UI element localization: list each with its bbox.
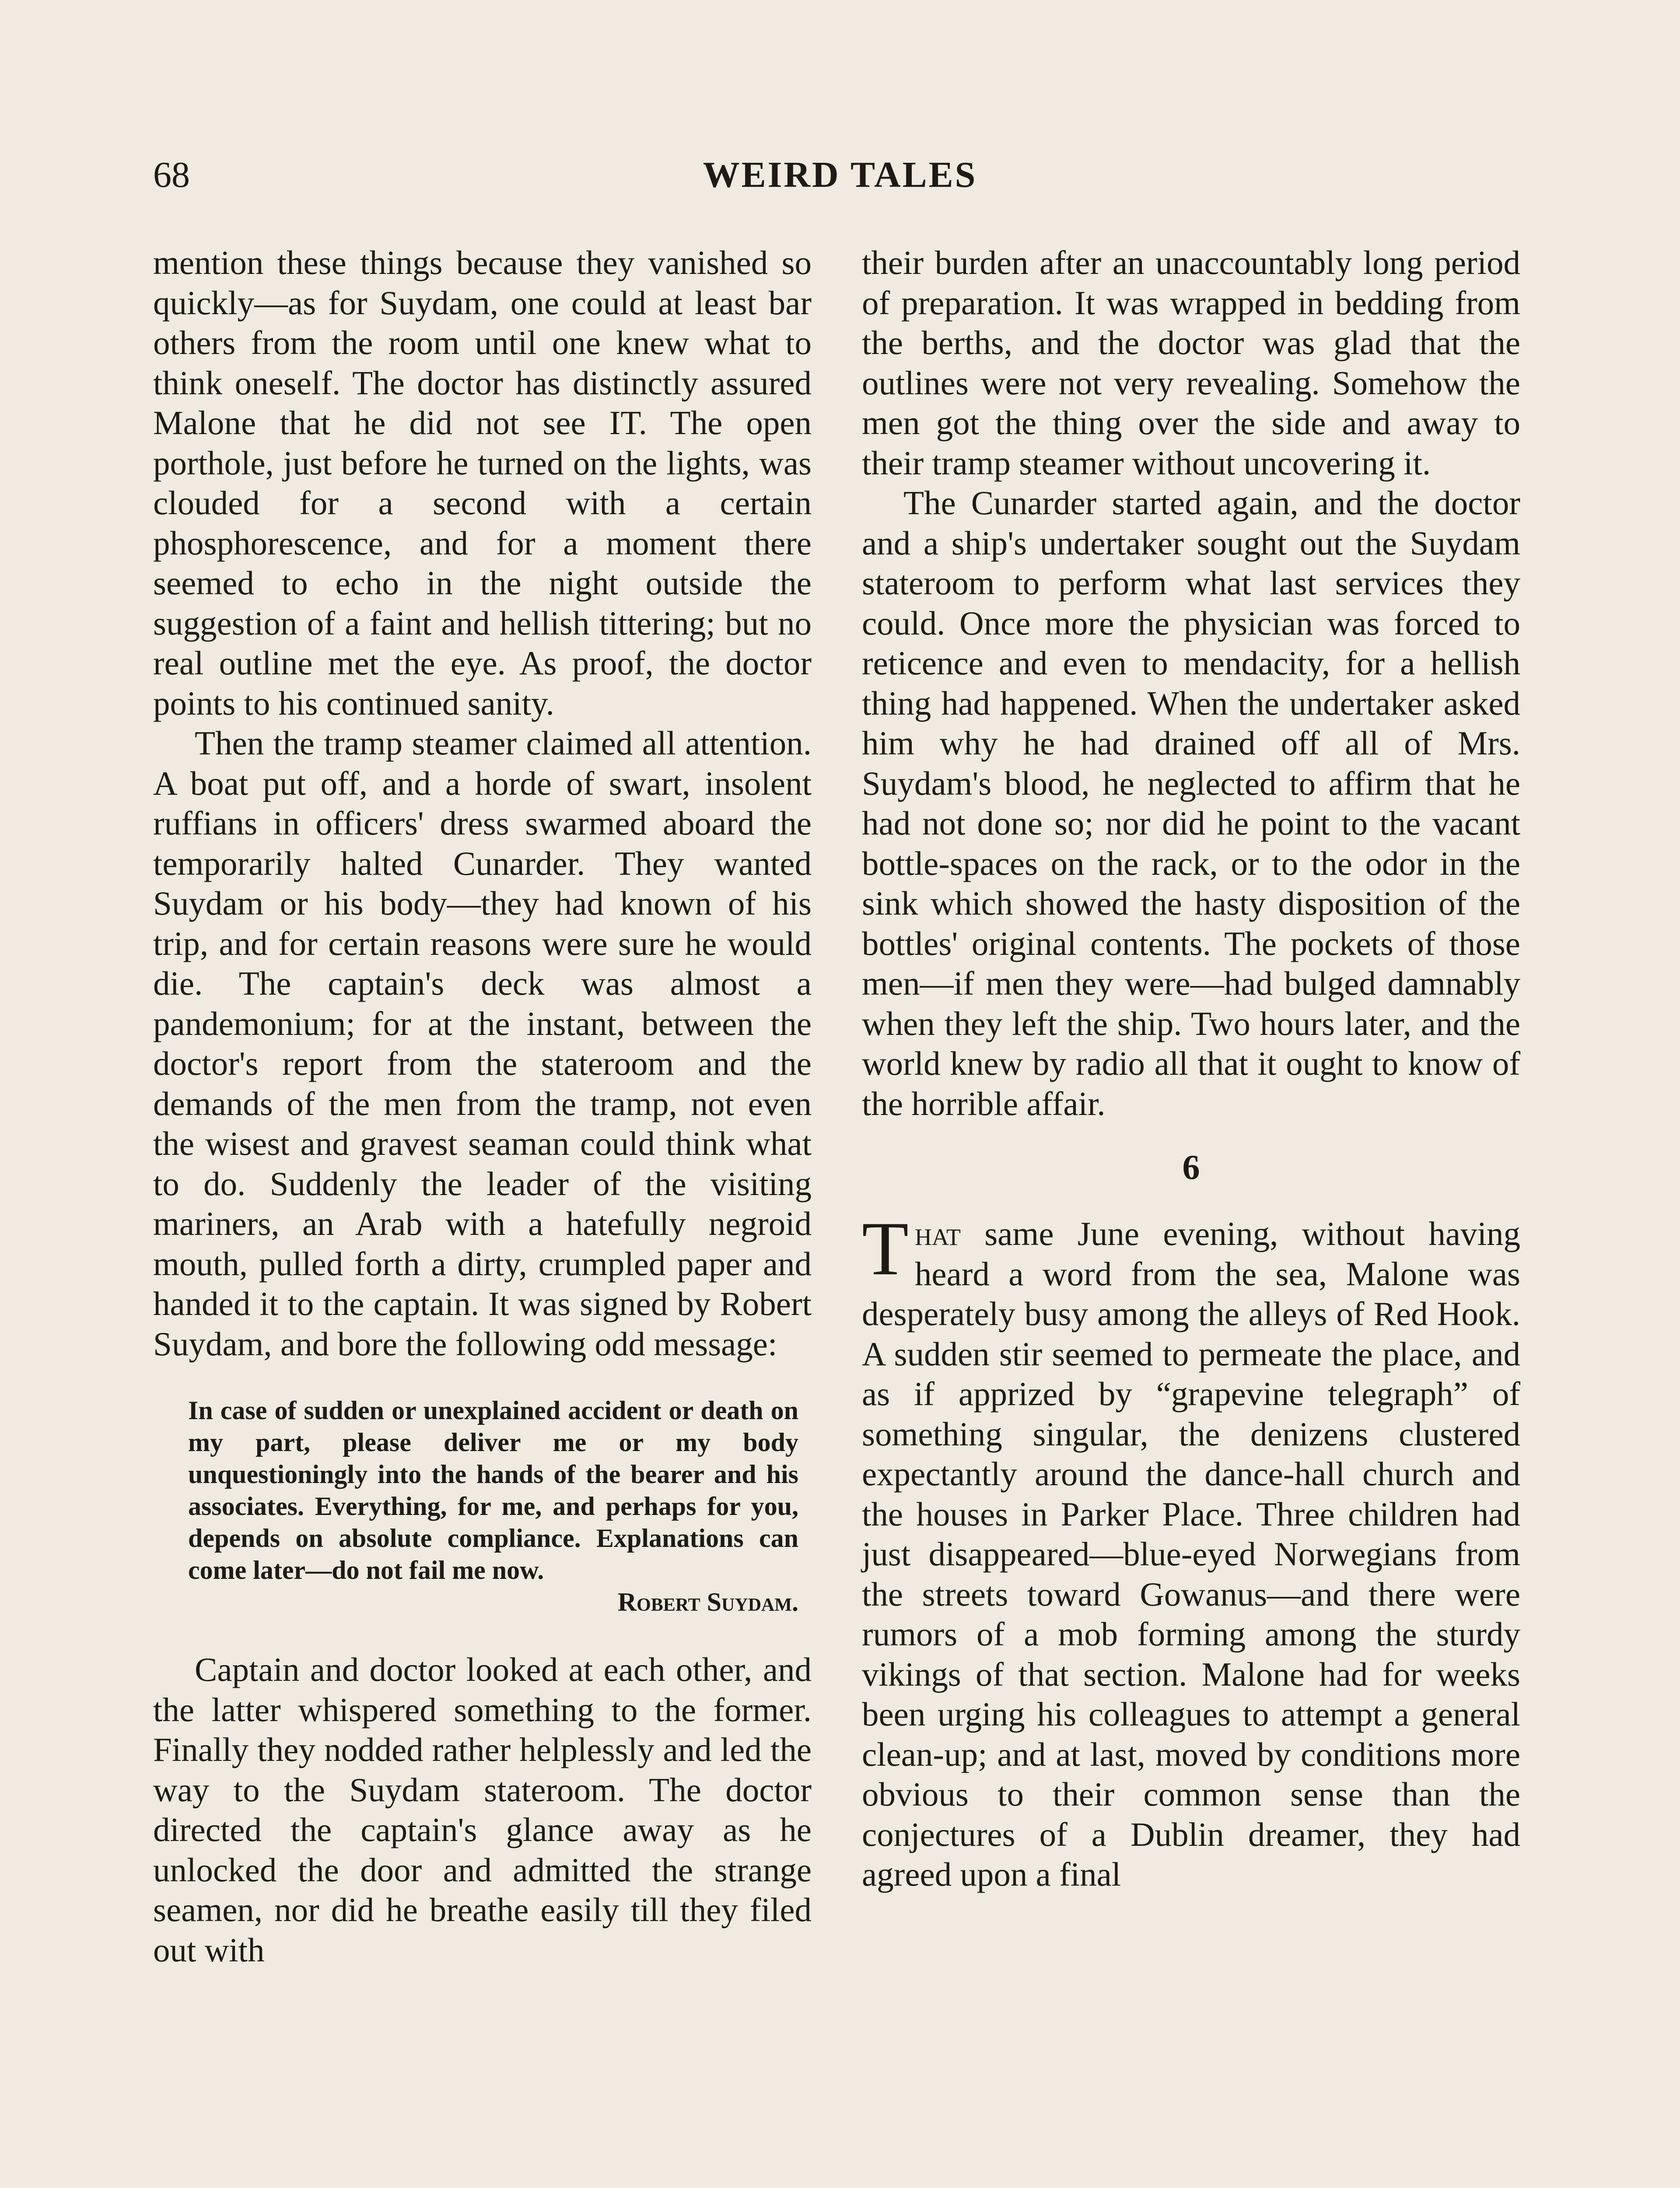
section-number: 6: [1182, 1148, 1200, 1187]
right-paragraph-1: their burden after an unaccountably long period of preparation. It was wrapped in bedding from the berths, and the doctor was glad that the outlines were not very revealing. Somehow the men got the thing over the side and away to their tramp steamer without uncovering it.: [862, 244, 1520, 482]
right-column: [862, 243, 1520, 1895]
left-column: [153, 243, 812, 1970]
running-title: WEIRD TALES: [703, 154, 977, 195]
left-paragraph-3: Captain and doctor looked at each other, and the latter whispered something to the former. Finally they nodded rather helplessly and led the way to the Suydam stateroom. The doctor directed the captain's glance away as he unlocked the door and admitted the strange seamen, nor did he breathe easily till they filed out with: [153, 1651, 812, 1969]
left-paragraph-1: mention these things because they vanished so quickly—as for Suydam, one could at least bar others from the room until one knew what to think oneself. The doctor has distinctly assured Malone that he did not see IT. The open porthole, just before he turned on the lights, was clouded for a second with a certain phosphorescence, and for a moment there seemed to echo in the night outside the suggestion of a faint and hellish tittering; but no real outline met the eye. As proof, the doctor points to his continued sanity.: [153, 244, 812, 722]
opening-smallcaps: hat: [914, 1215, 961, 1252]
page-number: 68: [153, 154, 190, 195]
right-paragraph-2: The Cunarder started again, and the doctor and a ship's undertaker sought out the Suydam stateroom to perform what last services they could. Once more the physician was forced to reticence and even to mendacity, for a hellish thing had happened. When the undertaker asked him why he had drained off all of Mrs. Suydam's blood, he neglected to affirm that he had not done so; nor did he point to the vacant bottle-spaces on the rack, or to the odor in the sink which showed the hasty disposition of the bottles' original contents. The pockets of those men—if men they were—had bulged damnably when they left the ship. Two hours later, and the world knew by radio all that it ought to know of the horrible affair.: [862, 484, 1520, 1122]
quoted-message-signature: Robert Suydam.: [617, 1588, 798, 1616]
quoted-message-text: In case of sudden or unexplained accident or death on my part, please deliver me or my body unquestioningly into the hands of the bearer and his associates. Everything, for me, and perhaps for you, depends on absolute compliance. Explanations can come later—do not fail me now.: [188, 1396, 798, 1585]
right-paragraph-3: [862, 1206, 1520, 1895]
page-header: [153, 149, 1527, 201]
right-paragraph-3-text: same June evening, without having heard a word from the sea, Malone was desperately busy among the alleys of Red Hook. A sudden stir seemed to permeate the place, and as if apprized by “grapevine telegraph” of something singular, the denizens clustered expectantly around the dance-hall church and the houses in Parker Place. Three children had just disappeared—blue-eyed Norwegians from the streets toward Gowanus—and there were rumors of a mob forming among the sturdy vikings of that section. Malone had for weeks been urging his colleagues to attempt a general clean-up; and at last, moved by conditions more obvious to their common sense than the conjectures of a Dublin dreamer, they had agreed upon a final: [862, 1215, 1520, 1893]
quoted-message: [188, 1395, 798, 1618]
left-paragraph-2: Then the tramp steamer claimed all attention. A boat put off, and a horde of swart, insolent ruffians in officers' dress swarmed aboard the temporarily halted Cunarder. They wanted Suydam or his body—they had known of his trip, and for certain reasons were sure he would die. The captain's deck was almost a pandemonium; for at the instant, between the doctor's report from the stateroom and the demands of the men from the tramp, not even the wisest and gravest seaman could think what to do. Suddenly the leader of the visiting mariners, an Arab with a hatefully negroid mouth, pulled forth a dirty, crumpled paper and handed it to the captain. It was signed by Robert Suydam, and bore the following odd message:: [153, 724, 812, 1363]
drop-cap: T: [862, 1206, 909, 1291]
